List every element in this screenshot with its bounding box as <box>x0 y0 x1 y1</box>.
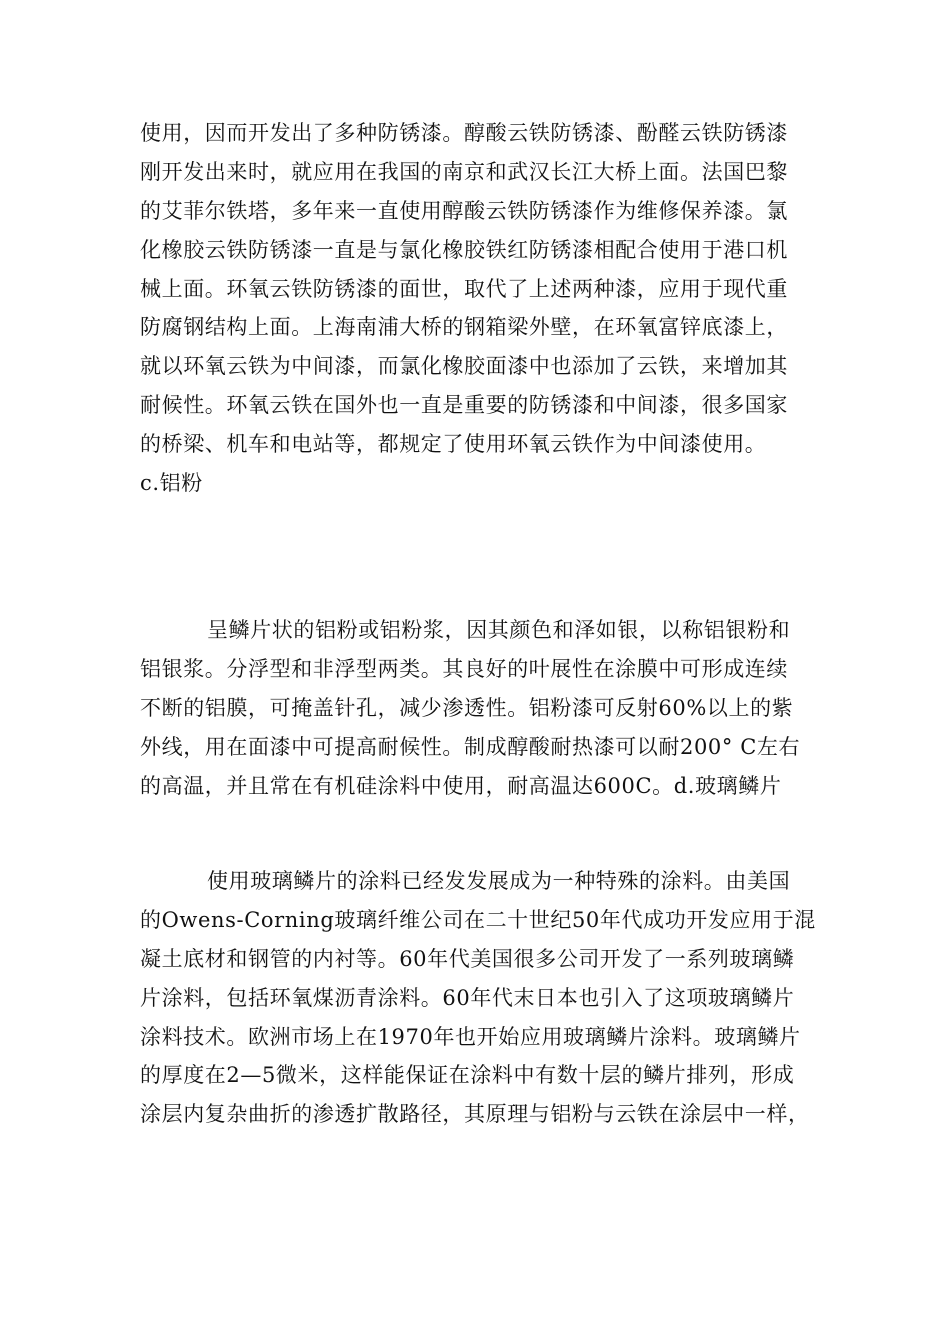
text-line: 刚开发出来时，就应用在我国的南京和武汉长江大桥上面。法国巴黎 <box>140 159 788 184</box>
text-line: 就以环氧云铁为中间漆，而氯化橡胶面漆中也添加了云铁，来增加其 <box>140 354 788 379</box>
paragraph-glass-flake <box>140 862 830 1134</box>
text-line: 的桥梁、机车和电站等，都规定了使用环氧云铁作为中间漆使用。 <box>140 432 767 457</box>
text-line: 的Owens-Corning玻璃纤维公司在二十世纪50年代成功开发应用于混 <box>140 907 816 932</box>
text-line: 械上面。环氧云铁防锈漆的面世，取代了上述两种漆，应用于现代重 <box>140 276 788 301</box>
paragraph-micaceous-iron-oxide <box>140 114 830 503</box>
text-line: 使用，因而开发出了多种防锈漆。醇酸云铁防锈漆、酚醛云铁防锈漆 <box>140 121 788 145</box>
text-line: 涂层内复杂曲折的渗透扩散路径，其原理与铝粉与云铁在涂层中一样， <box>140 1102 810 1127</box>
text-line: 的艾菲尔铁塔，多年来一直使用醇酸云铁防锈漆作为维修保养漆。氯 <box>140 198 788 223</box>
section-heading-aluminum-powder: c.铝粉 <box>140 471 203 496</box>
text-line: 防腐钢结构上面。上海南浦大桥的钢箱梁外壁，在环氧富锌底漆上， <box>140 315 788 340</box>
paragraph-aluminum-powder <box>140 611 830 805</box>
text-line: 呈鳞片状的铝粉或铝粉浆，因其颜色和泽如银，以称铝银粉和 <box>207 618 791 642</box>
text-line: 不断的铝膜，可掩盖针孔，减少渗透性。铝粉漆可反射60%以上的紫 <box>140 695 794 720</box>
text-line: 的高温，并且常在有机硅涂料中使用，耐高温达600C。d.玻璃鳞片 <box>140 773 782 798</box>
text-line: 耐候性。环氧云铁在国外也一直是重要的防锈漆和中间漆，很多国家 <box>140 393 788 418</box>
text-line: 外线，用在面漆中可提高耐候性。制成醇酸耐热漆可以耐200° C左右 <box>140 734 801 759</box>
text-line: 片涂料，包括环氧煤沥青涂料。60年代末日本也引入了这项玻璃鳞片 <box>140 985 795 1010</box>
text-line: 涂料技术。欧洲市场上在1970年也开始应用玻璃鳞片涂料。玻璃鳞片 <box>140 1024 801 1049</box>
text-line: 化橡胶云铁防锈漆一直是与氯化橡胶铁红防锈漆相配合使用于港口机 <box>140 237 788 262</box>
text-line: 铝银浆。分浮型和非浮型两类。其良好的叶展性在涂膜中可形成连续 <box>140 656 788 681</box>
text-line: 凝土底材和钢管的内衬等。60年代美国很多公司开发了一系列玻璃鳞 <box>140 946 795 971</box>
text-line: 的厚度在2—5微米，这样能保证在涂料中有数十层的鳞片排列，形成 <box>140 1063 795 1088</box>
text-line: 使用玻璃鳞片的涂料已经发发展成为一种特殊的涂料。由美国 <box>207 869 791 893</box>
